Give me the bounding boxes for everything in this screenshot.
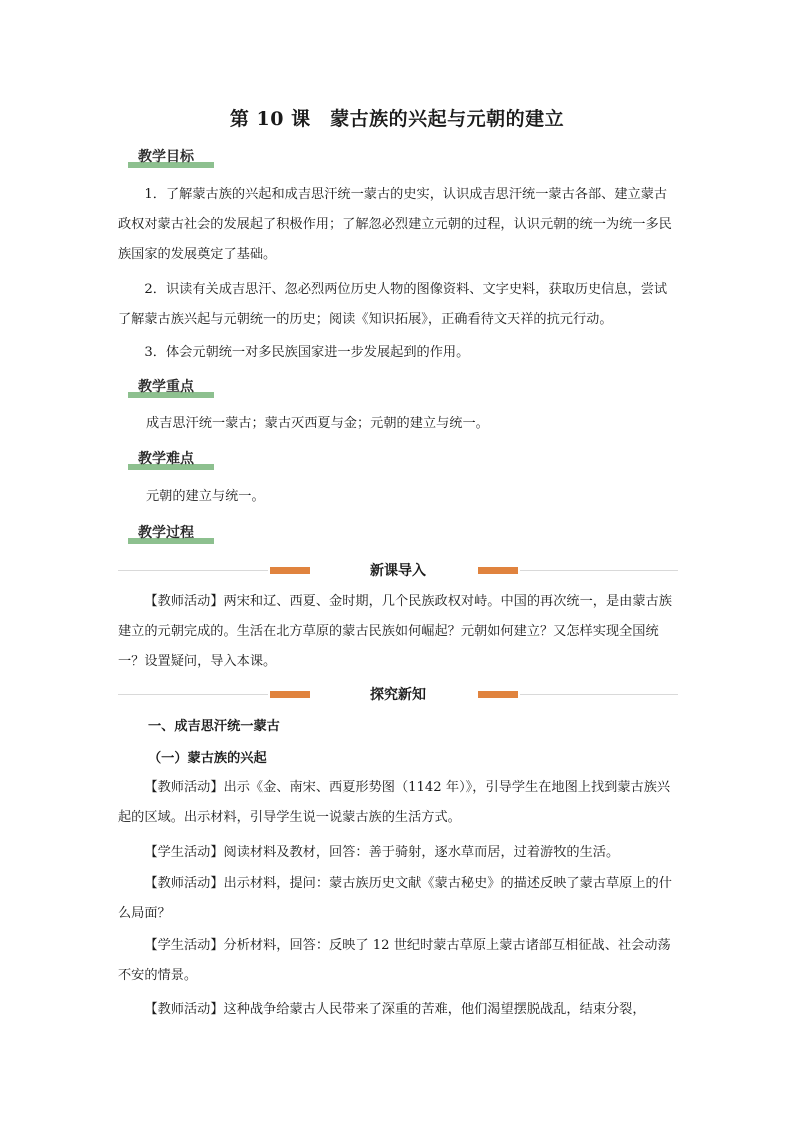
objective-paragraph-1: 1．了解蒙古族的兴起和成吉思汗统一蒙古的史实，认识成吉思汗统一蒙古各部、建立蒙古政权对蒙古社会的发展起了积极作用；了解忽必烈建立元朝的过程，认识元朝的统一为统一多民族国家的发展奠定了基础。: [118, 187, 672, 262]
objective-paragraph-2: 2．识读有关成吉思汗、忽必烈两位历史人物的图像资料、文字史料，获取历史信息，尝试了解蒙古族兴起与元朝统一的历史；阅读《知识拓展》，正确看待文天祥的抗元行动。: [118, 282, 668, 327]
body-paragraph-1: 【教师活动】出示《金、南宋、西夏形势图（1142 年）》，引导学生在地图上找到蒙古族兴起的区域。出示材料，引导学生说一说蒙古族的生活方式。: [118, 780, 671, 825]
divider-accent-right: [478, 567, 518, 574]
page-title: 第 10 课 蒙古族的兴起与元朝的建立: [229, 108, 565, 130]
divider-intro: [118, 560, 678, 580]
section-heading-difficulties: [128, 448, 214, 470]
intro-paragraph: 【教师活动】两宋和辽、西夏、金时期，几个民族政权对峙。中国的再次统一，是由蒙古族建立的元朝完成的。生活在北方草原的蒙古民族如何崛起？元朝如何建立？又怎样实现全国统一？设置疑问，导入本课。: [118, 594, 672, 669]
divider-label: 新课导入: [370, 563, 426, 579]
divider-explore: [118, 684, 678, 704]
key-points-text: 成吉思汗统一蒙古；蒙古灭西夏与金；元朝的建立与统一。: [146, 416, 489, 431]
section-label: 教学过程: [138, 525, 194, 541]
body-paragraph-3: 【教师活动】出示材料，提问：蒙古族历史文献《蒙古秘史》的描述反映了蒙古草原上的什么局面？: [118, 876, 672, 921]
divider-label: 探究新知: [370, 687, 426, 703]
section-heading-key-points: [128, 376, 214, 398]
objective-paragraph-3: 3．体会元朝统一对多民族国家进一步发展起到的作用。: [144, 345, 470, 360]
divider-accent-right: [478, 691, 518, 698]
section-label: 教学难点: [138, 451, 194, 467]
body-paragraph-2: 【学生活动】阅读材料及教材，回答：善于骑射，逐水草而居，过着游牧的生活。: [144, 845, 620, 860]
heading-level-1: 一、成吉思汗统一蒙古: [148, 719, 280, 734]
body-paragraph-4: 【学生活动】分析材料，回答：反映了 12 世纪时蒙古草原上蒙古诸部互相征战、社会动荡不安的情景。: [118, 938, 671, 983]
divider-line-right: [520, 570, 678, 571]
section-heading-process: [128, 522, 214, 544]
section-heading-objectives: [128, 146, 214, 168]
body-paragraph-5: 【教师活动】这种战争给蒙古人民带来了深重的苦难，他们渴望摆脱战乱，结束分裂，: [144, 1002, 646, 1017]
divider-line-right: [520, 694, 678, 695]
difficulties-text: 元朝的建立与统一。: [146, 489, 265, 504]
section-label: 教学目标: [138, 149, 194, 165]
heading-level-2: （一）蒙古族的兴起: [148, 751, 267, 766]
section-label: 教学重点: [138, 379, 194, 395]
